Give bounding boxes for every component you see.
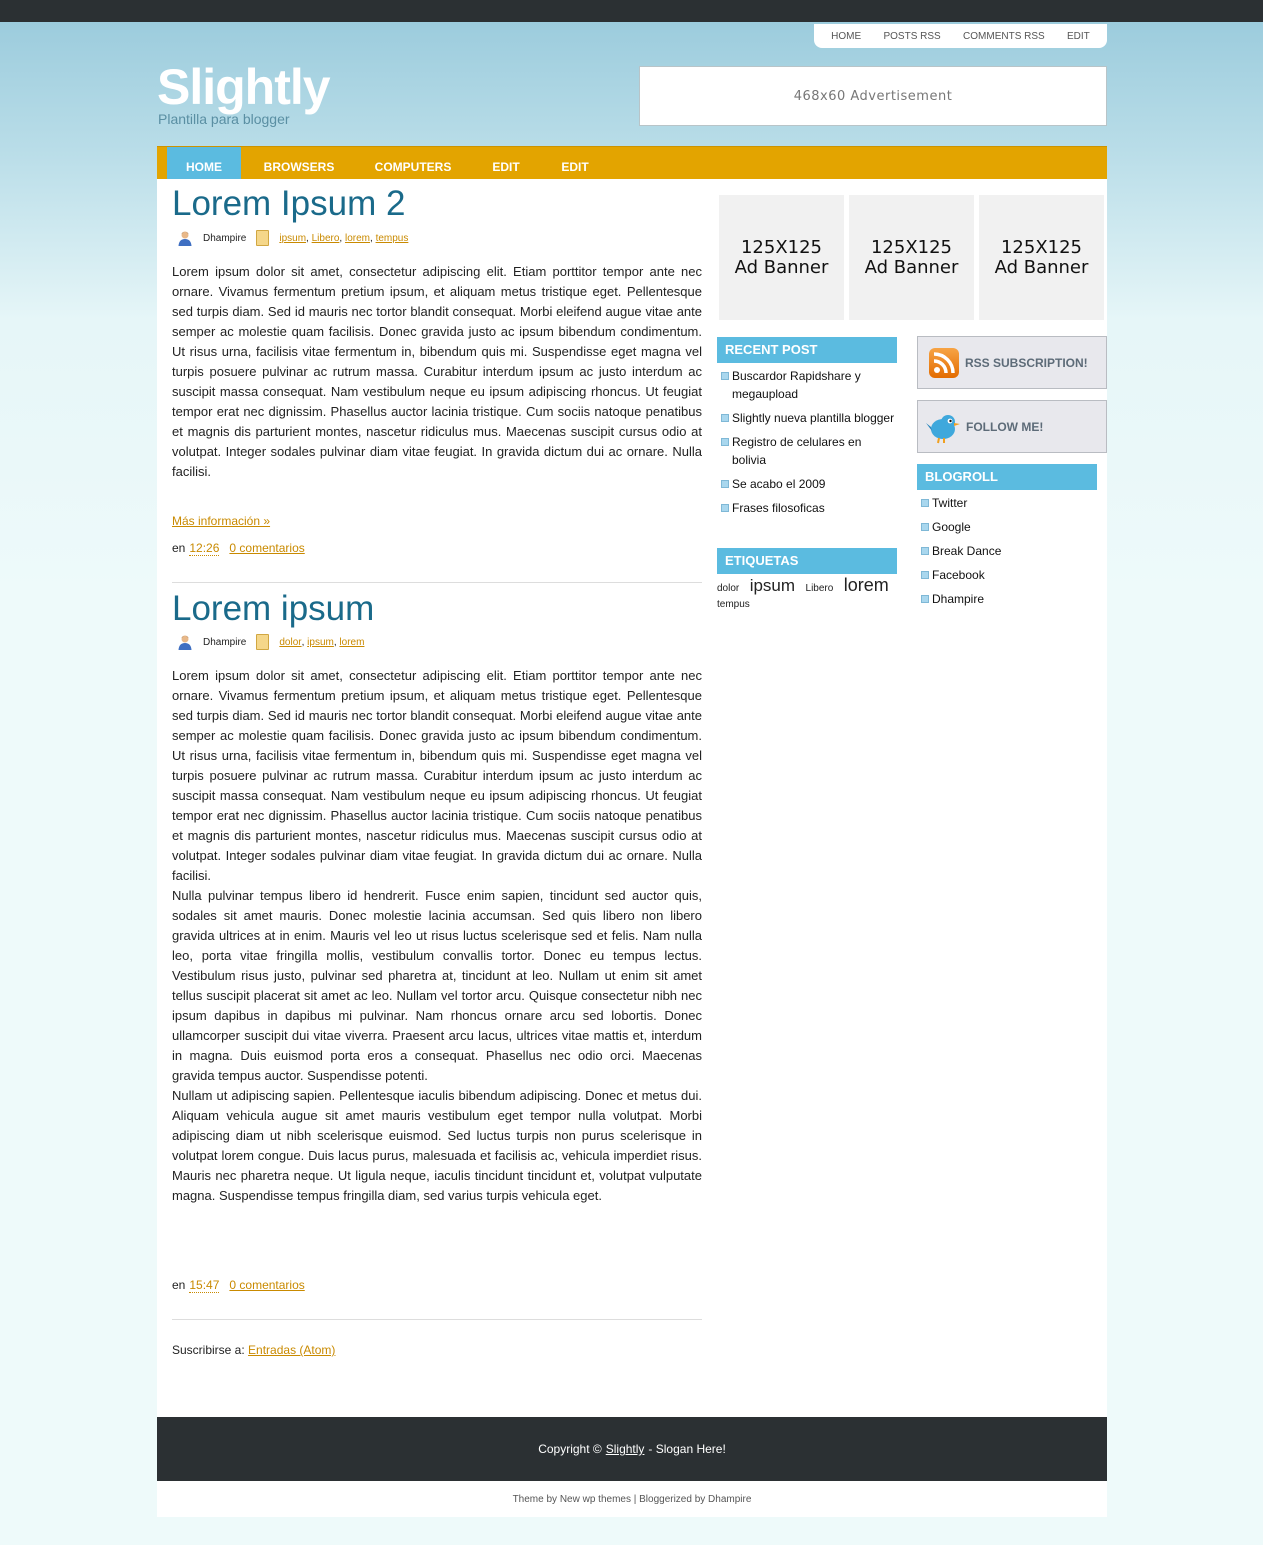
recent-post-item[interactable]: Registro de celulares en bolivia [717,433,897,469]
tag-link[interactable]: Libero [805,583,834,594]
post-paragraph: Lorem ipsum dolor sit amet, consectetur adipiscing elit. Etiam porttitor tempor ante nec ornare. Vivamus fermentum pretium ipsum, et aliquam metus tristique eget. Pellentesque sed turpis diam. Sed id mauris nec tortor blandit consequat. Morbi eleifend augue vitae ante semper ac molestie quam facilisis. Donec gravida justo ac ipsum bibendum condimentum. Ut risus urna, facilisis vitae fermentum in, bibendum quis mi. Suspendisse eget magna vel turpis posuere pulvinar ac rutrum massa. Curabitur interdum ipsum ac justo interdum ac suscipit massa consequat. Nam vestibulum neque eu ipsum adipiscing rhoncus. Ut feugiat tempor erat nec dignissim. Phasellus auctor lacinia tristique. Cum sociis natoque penatibus et magnis dis parturient montes, nascetur ridiculus mus. Maecenas suscipit cursus odio at volutpat. Integer sodales pulvinar diam vitae feugiat. In gravida dictum dui ac ornare. Nulla facilisi. [172,668,702,883]
recent-post-title: RECENT POST [717,337,897,363]
topnav-home[interactable]: HOME [831,30,862,42]
ad-banner-label: Ad Banner [734,256,829,278]
nav-edit-2[interactable]: EDIT [561,160,589,174]
label-link[interactable]: lorem [339,636,365,648]
ad-468x60[interactable]: 468x60 Advertisement [639,66,1107,126]
footer-slogan: - Slogan Here! [648,1442,726,1456]
follow-me-button[interactable] [917,400,1107,453]
label-icon [256,230,269,246]
label-link[interactable]: Libero [311,232,340,244]
recent-post-item[interactable]: Frases filosoficas [717,499,897,517]
atom-feed-link[interactable]: Entradas (Atom) [248,1343,336,1357]
user-icon [177,230,193,246]
post-body [172,666,702,1206]
user-icon [177,634,193,650]
nav-home[interactable]: HOME [167,147,241,180]
top-nav [814,24,1107,48]
top-bar [0,0,1263,22]
post-footer-prefix: en [172,1278,186,1292]
label-icon [256,634,269,650]
ad-banner-125[interactable] [719,195,844,320]
post-paragraph: Nulla pulvinar tempus libero id hendrerit. Fusce enim sapien, tincidunt sed auctor quis, sodales sit amet mauris. Donec molestie lacinia accumsan. Sed quis libero non libero gravida ultrices at in enim. Mauris vel leo ut risus luctus scelerisque sed et felis. Nam nulla leo, porta vitae fringilla mollis, vestibulum convallis tortor. Donec eu tempus lectus. Vestibulum risus justo, pulvinar sed pharetra at, tincidunt at leo. Nullam ut enim sit amet tellus suscipit placerat sit amet ac leo. Nullam vel tortor arcu. Quisque consectetur nibh nec ipsum dapibus in dapibus mi pulvinar. Nam rhoncus ornare arcu sed lobortis. Donec ullamcorper suscipit dui vitae viverra. Praesent arcu lacus, ultrices vitae mattis et, interdum in magna. Duis euismod porta eros a consequat. Phasellus nec odio orci. Maecenas gravida tempus auctor. Suspendisse potenti. [172,888,702,1083]
post-divider [172,582,702,583]
footer [157,1417,1107,1481]
comments-link[interactable]: 0 comentarios [229,1278,305,1292]
comments-link[interactable]: 0 comentarios [229,541,305,555]
footer-copyright: Copyright © [538,1442,602,1456]
tag-link[interactable]: lorem [843,575,889,595]
tag-link[interactable]: tempus [717,599,750,610]
post-meta: Dhampire dolor , ipsum , lorem [177,634,364,650]
blogroll-item[interactable]: Dhampire [917,590,1097,608]
post-paragraph: Nullam ut adipiscing sapien. Pellentesque iaculis bibendum adipiscing. Donec et metus dui. Aliquam vehicula augue sit amet mauris vestibulum eget tempor nulla volutpat. Morbi adipiscing diam ut nibh scelerisque euismod. Sed luctus turpis non purus scelerisque in volutpat lorem congue. Duis lacus purus, malesuada et facilisis ac, vehicula imperdiet risus. Mauris nec pharetra neque. Ut ligula neque, iaculis tincidunt tincidunt et, volutpat vulputate magna. Suspendisse tempus fringilla diam, sed varius turpis vehicula eget. [172,1088,702,1203]
ad-banner-label: Ad Banner [864,256,959,278]
label-link[interactable]: dolor [279,636,302,648]
blogroll-list [917,494,1097,614]
site-title[interactable]: Slightly [157,59,330,115]
ad-banner-label: Ad Banner [994,256,1089,278]
label-link[interactable]: lorem [344,232,370,244]
blogroll-item[interactable]: Facebook [917,566,1097,584]
rss-button-label: RSS SUBSCRIPTION! [965,355,1088,370]
nav-browsers[interactable]: BROWSERS [263,160,335,174]
recent-post-item[interactable]: Se acabo el 2009 [717,475,897,493]
post-footer [172,1278,305,1292]
topnav-posts-rss[interactable]: POSTS RSS [883,30,941,42]
label-link[interactable]: tempus [375,232,409,244]
ad-banner-125[interactable] [849,195,974,320]
theme-credits: Theme by New wp themes | Bloggerized by Dhampire [157,1481,1107,1517]
subscribe-label: Suscribirse a: [172,1343,245,1357]
blogroll-item[interactable]: Google [917,518,1097,536]
tag-link[interactable]: ipsum [749,576,796,595]
post-time-link[interactable]: 15:47 [189,1278,220,1292]
topnav-edit[interactable]: EDIT [1067,30,1090,42]
site-tagline: Plantilla para blogger [158,111,290,127]
recent-post-item[interactable]: Slightly nueva plantilla blogger [717,409,897,427]
post-footer-prefix: en [172,541,186,555]
post-meta: Dhampire ipsum , Libero , lorem , tempus [177,230,408,246]
twitter-bird-icon [926,409,962,445]
label-link[interactable]: ipsum [307,636,334,648]
blogroll-item[interactable]: Twitter [917,494,1097,512]
tag-link[interactable]: dolor [717,583,740,594]
subscribe-line [172,1343,335,1357]
rss-subscription-button[interactable] [917,336,1107,389]
ad-banner-size: 125X125 [1000,236,1083,258]
post-footer [172,541,305,555]
post-title[interactable]: Lorem Ipsum 2 [172,184,406,223]
ad-banner-size: 125X125 [740,236,823,258]
rss-icon [929,348,959,378]
ad-banner-size: 125X125 [870,236,953,258]
label-link[interactable]: ipsum [279,232,307,244]
post-author: Dhampire [203,232,247,244]
post-author: Dhampire [203,636,247,648]
nav-computers[interactable]: COMPUTERS [374,160,452,174]
nav-edit-1[interactable]: EDIT [492,160,520,174]
follow-button-label: FOLLOW ME! [966,419,1044,434]
etiquetas-title: ETIQUETAS [717,548,897,574]
blogroll-item[interactable]: Break Dance [917,542,1097,560]
recent-post-item[interactable]: Buscardor Rapidshare y megaupload [717,367,897,403]
ad-banner-125[interactable] [979,195,1104,320]
recent-post-list [717,367,897,523]
post-time-link[interactable]: 12:26 [189,541,220,555]
post-title[interactable]: Lorem ipsum [172,589,375,628]
topnav-comments-rss[interactable]: COMMENTS RSS [963,30,1045,42]
read-more-link[interactable]: Más información » [172,514,271,528]
main-nav [157,146,1107,179]
post-body: Lorem ipsum dolor sit amet, consectetur adipiscing elit. Etiam porttitor tempor ante nec ornare. Vivamus fermentum pretium ipsum, et aliquam metus tristique eget. Pellentesque sed turpis diam. Sed id mauris nec tortor blandit consequat. Morbi eleifend augue vitae ante semper ac molestie quam facilisis. Donec gravida justo ac ipsum bibendum condimentum. Ut risus urna, facilisis vitae fermentum in, bibendum quis mi. Suspendisse eget magna vel turpis posuere pulvinar ac rutrum massa. Curabitur interdum ipsum ac justo interdum ac suscipit massa consequat. Nam vestibulum neque eu ipsum adipiscing rhoncus. Ut feugiat tempor erat nec dignissim. Phasellus auctor lacinia tristique. Cum sociis natoque penatibus et magnis dis parturient montes, nascetur ridiculus mus. Maecenas suscipit cursus odio at volutpat. Integer sodales pulvinar diam vitae feugiat. In gravida dictum dui ac ornare. Nulla facilisi. [172,264,702,479]
footer-site-link[interactable]: Slightly [605,1442,645,1456]
post-divider [172,1319,702,1320]
tag-cloud [717,575,899,621]
blogroll-title: BLOGROLL [917,464,1097,490]
